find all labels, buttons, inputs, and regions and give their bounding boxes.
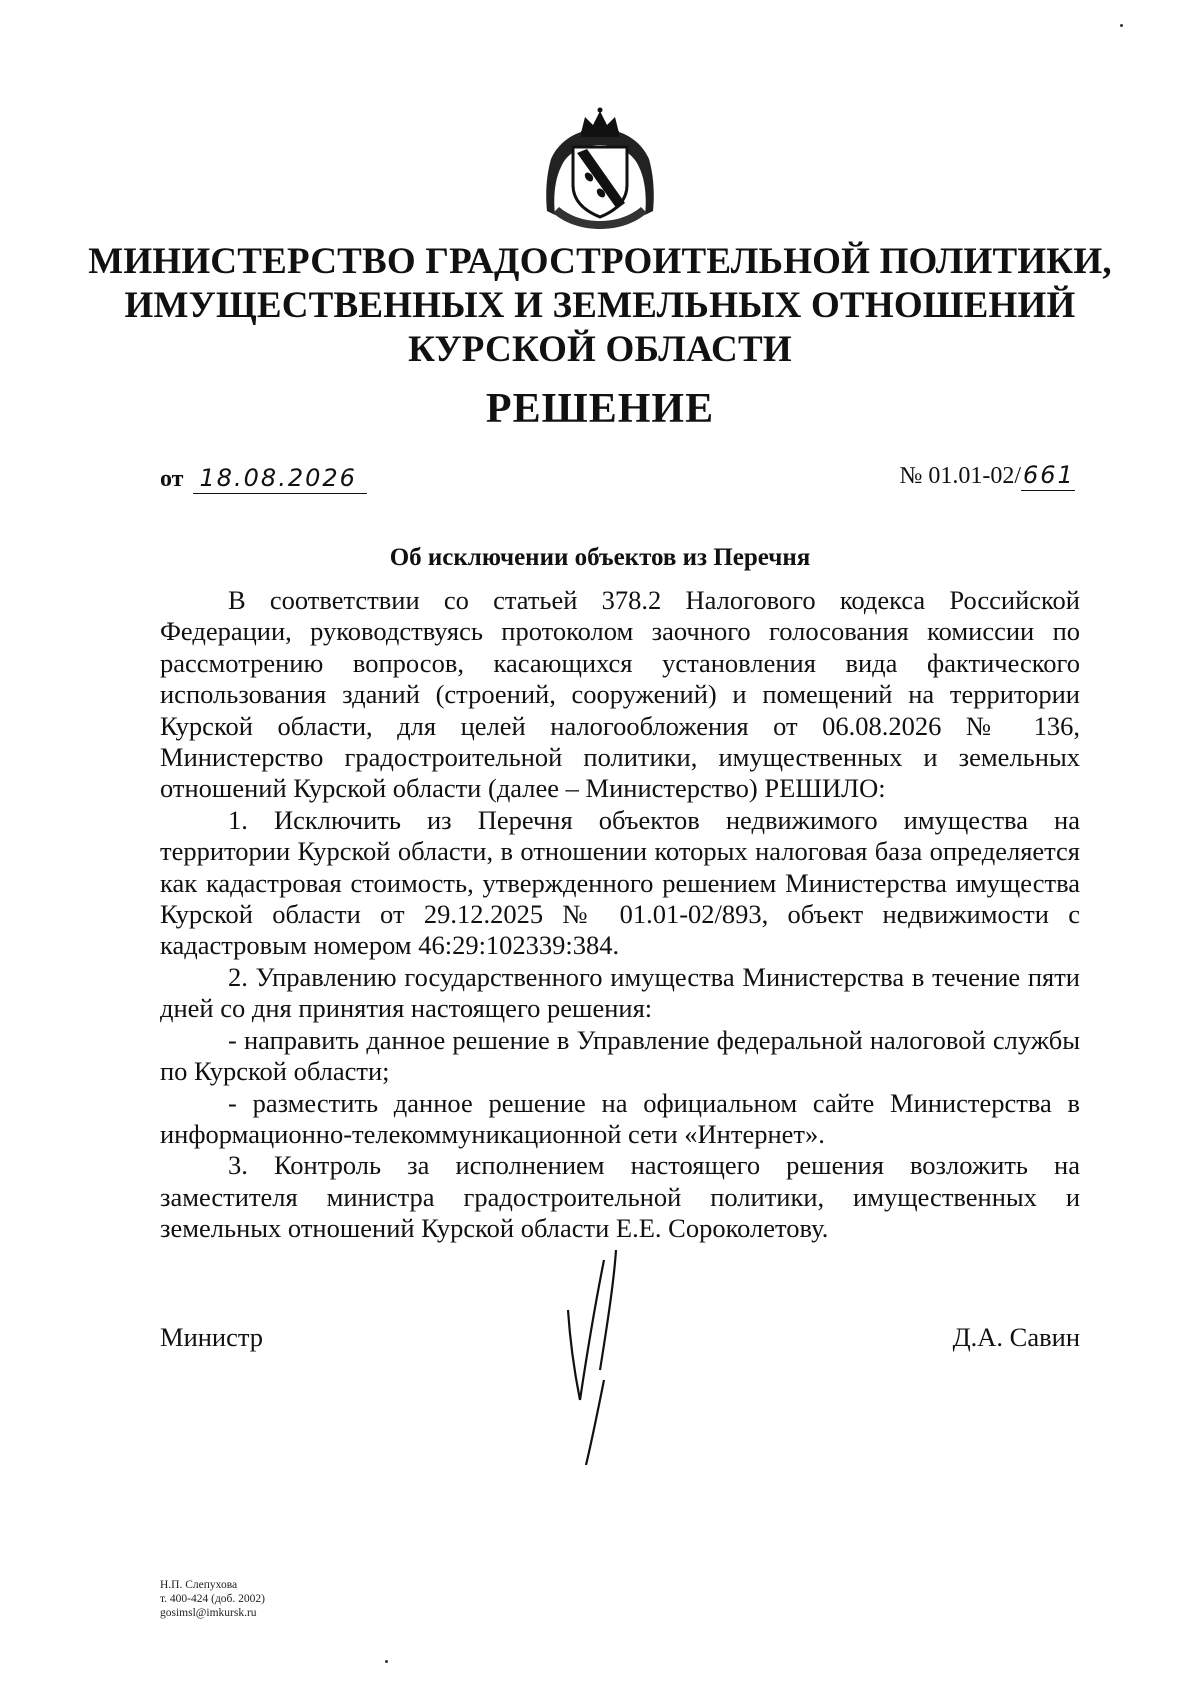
document-body (160, 585, 1080, 1245)
number-value: 661 (1023, 461, 1075, 489)
date-value: 18.08.2026 (193, 463, 367, 494)
paragraph-preamble: В соответствии со статьей 378.2 Налогового кодекса Российской Федерации, руководствуясь протоколом заочного голосования комиссии по рассмотрению вопросов, касающихся установления вида фактического использования зданий (строений, сооружений) и помещений на территории Курской области, для целей налогообложения от 06.08.2026 № 136, Министерство градостроительной политики, имущественных и земельных отношений Курской области (далее – Министерство) РЕШИЛО: (160, 585, 1080, 804)
signatory-position: Министр (160, 1322, 264, 1352)
number-prefix: № 01.01-02/ (899, 463, 1021, 489)
signatory-name: Д.А. Савин (952, 1322, 1080, 1352)
scan-speck (385, 1660, 388, 1663)
ministry-header (80, 240, 1120, 372)
scan-speck (1120, 24, 1123, 27)
executor-info (160, 1578, 265, 1620)
coat-of-arms-icon (537, 107, 663, 233)
header-line-3: КУРСКОЙ ОБЛАСТИ (408, 329, 792, 370)
document-number (899, 460, 1075, 491)
date-prefix: от (160, 466, 184, 492)
executor-name: Н.П. Слепухова (160, 1579, 238, 1591)
header-line-1: МИНИСТЕРСТВО ГРАДОСТРОИТЕЛЬНОЙ ПОЛИТИКИ, (88, 241, 1112, 282)
paragraph-item-2: 2. Управлению государственного имущества Министерства в течение пяти дней со дня принятия настоящего решения: (160, 961, 1080, 1024)
executor-phone: т. 400-424 (доб. 2002) (160, 1593, 265, 1605)
paragraph-item-2-a: - направить данное решение в Управление федеральной налоговой службы по Курской области; (160, 1024, 1080, 1087)
paragraph-item-1: 1. Исключить из Перечня объектов недвижимого имущества на территории Курской области, в отношении которых налоговая база определяется как кадастровая стоимость, утвержденного решением Министерства имущества Курской области от 29.12.2025 № 01.01-02/893, объект недвижимости с кадастровым номером 46:29:102339:384. (160, 804, 1080, 961)
header-line-2: ИМУЩЕСТВЕННЫХ И ЗЕМЕЛЬНЫХ ОТНОШЕНИЙ (124, 285, 1076, 326)
paragraph-item-2-b: - разместить данное решение на официальном сайте Министерства в информационно-телекоммуникационной сети «Интернет». (160, 1087, 1080, 1149)
paragraph-item-3: 3. Контроль за исполнением настоящего решения возложить на заместителя министра градостроительной политики, имущественных и земельных отношений Курской области Е.Е. Сороколетову. (160, 1150, 1080, 1244)
executor-email: gosimsl@imkursk.ru (160, 1607, 257, 1619)
handwritten-signature (560, 1250, 660, 1470)
document-subject: Об исключении объектов из Перечня (389, 544, 811, 571)
document-type: РЕШЕНИЕ (485, 386, 715, 432)
document-date (160, 463, 367, 494)
